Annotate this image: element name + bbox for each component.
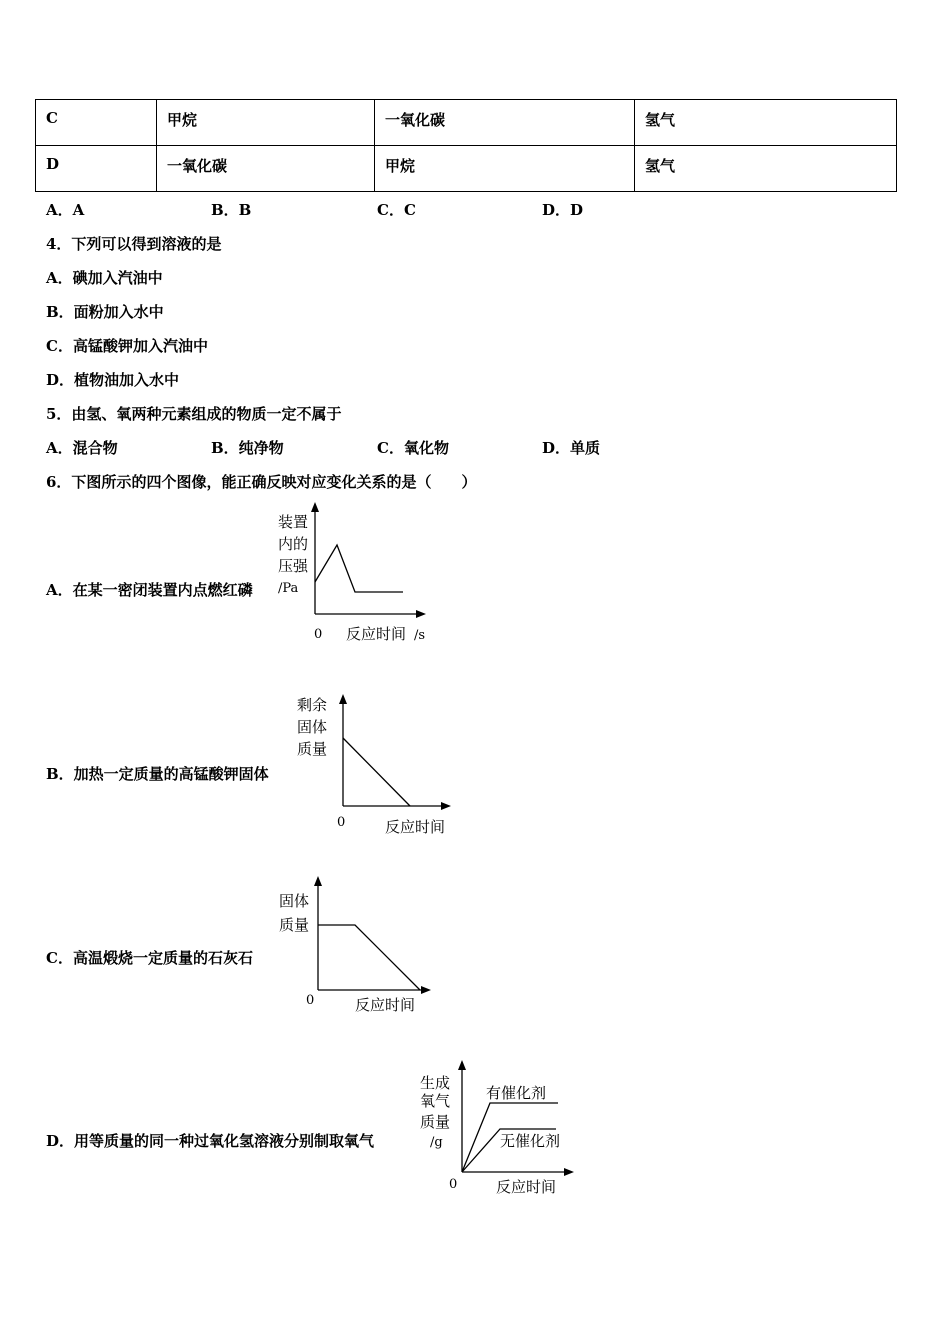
graph-b-ylabel-3: 质量	[297, 740, 328, 758]
table-cell: 氢气	[635, 146, 897, 192]
graph-a-curve	[315, 545, 403, 592]
graph-a-yunit: /Pa	[278, 581, 299, 596]
table-row	[36, 146, 897, 192]
q5-option-c: C．氧化物	[377, 439, 449, 457]
q3-option-c: C．C	[377, 201, 416, 219]
q6-option-b-label: B．加热一定质量的高锰酸钾固体	[46, 765, 269, 783]
graph-d-yunit: /g	[430, 1135, 443, 1150]
q4-stem: 4．下列可以得到溶液的是	[46, 235, 222, 253]
graph-c-origin: 0	[306, 993, 315, 1008]
table-cell: D	[36, 146, 157, 192]
graph-d-curve1-label: 有催化剂	[486, 1084, 547, 1102]
graph-a-y-arrow	[311, 502, 319, 512]
graph-a-xlabel: 反应时间	[346, 625, 407, 643]
graph-b-ylabel-2: 固体	[297, 718, 328, 736]
graph-d-ylabel-3: 质量	[420, 1113, 451, 1131]
graph-d-y-arrow	[458, 1060, 466, 1070]
graph-b-curve	[343, 738, 410, 806]
q3-option-a: A．A	[46, 201, 85, 219]
graph-a	[270, 500, 440, 650]
graph-a-xunit: /s	[414, 628, 426, 643]
q5-option-a: A．混合物	[46, 439, 118, 457]
table-cell: 氢气	[635, 100, 897, 146]
table-cell: 甲烷	[375, 146, 635, 192]
graph-d-x-arrow	[564, 1168, 574, 1176]
table-cell: 一氧化碳	[375, 100, 635, 146]
graph-d-ylabel-2: 氧气	[420, 1092, 451, 1110]
graph-a-x-arrow	[416, 610, 426, 618]
graph-c-xlabel: 反应时间	[355, 996, 416, 1014]
graph-b-ylabel-1: 剩余	[297, 696, 328, 714]
q6-option-d-label: D．用等质量的同一种过氧化氢溶液分别制取氧气	[46, 1132, 375, 1150]
graph-d-ylabel-1: 生成	[420, 1074, 451, 1092]
graph-d-origin: 0	[449, 1177, 458, 1192]
graph-c-y-arrow	[314, 876, 322, 886]
q4-option-a: A．碘加入汽油中	[46, 269, 163, 287]
graph-c-ylabel-1: 固体	[279, 892, 310, 910]
graph-c	[275, 872, 445, 1022]
q3-option-b: B．B	[211, 201, 252, 219]
graph-c-curve	[318, 925, 420, 990]
table-cell: 一氧化碳	[157, 146, 375, 192]
q4-option-b: B．面粉加入水中	[46, 303, 164, 321]
graph-b-x-arrow	[441, 802, 451, 810]
graph-d-xlabel: 反应时间	[496, 1178, 557, 1196]
graph-d-curve2-label: 无催化剂	[500, 1132, 561, 1150]
q6-option-c-label: C．高温煅烧一定质量的石灰石	[46, 949, 253, 967]
graph-b-xlabel: 反应时间	[385, 818, 446, 836]
graph-d	[418, 1056, 588, 1206]
graph-b-origin: 0	[337, 815, 346, 830]
graph-b	[295, 690, 465, 840]
q6-stem: 6．下图所示的四个图像，能正确反映对应变化关系的是（ ）	[46, 473, 477, 491]
graph-a-origin: 0	[314, 627, 323, 642]
graph-c-x-arrow	[421, 986, 431, 994]
graph-b-y-arrow	[339, 694, 347, 704]
graph-a-ylabel-3: 压强	[278, 557, 309, 575]
q5-option-b: B．纯净物	[211, 439, 284, 457]
q3-option-d: D．D	[542, 201, 584, 219]
table-row	[36, 100, 897, 146]
q6-option-a-label: A．在某一密闭装置内点燃红磷	[46, 581, 253, 599]
options-table	[35, 99, 897, 192]
graph-a-ylabel-2: 内的	[278, 535, 309, 553]
q5-stem: 5．由氢、氧两种元素组成的物质一定不属于	[46, 405, 342, 423]
q4-option-c: C．高锰酸钾加入汽油中	[46, 337, 208, 355]
graph-c-ylabel-2: 质量	[279, 916, 310, 934]
q4-option-d: D．植物油加入水中	[46, 371, 180, 389]
table-cell: 甲烷	[157, 100, 375, 146]
table-cell: C	[36, 100, 157, 146]
graph-a-ylabel-1: 装置	[278, 513, 309, 531]
q5-option-d: D．单质	[542, 439, 601, 457]
